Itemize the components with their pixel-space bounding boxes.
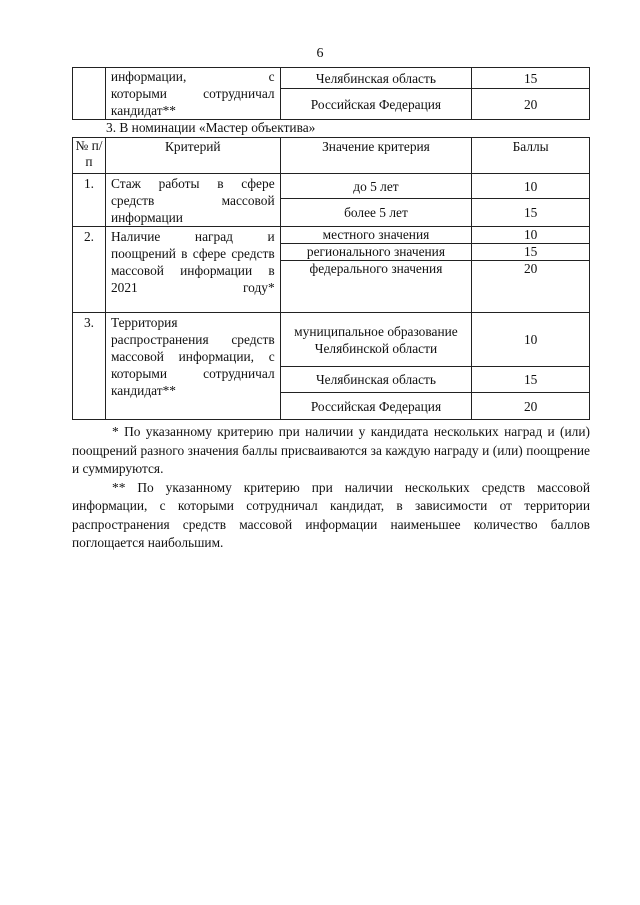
row-number: 2. [73,227,106,313]
table-row [73,227,590,244]
criterion-cell: Наличие наград и поощрений в сфере средств массовой информации в 2021 году* [105,227,280,313]
footnotes [72,423,590,553]
continuation-table [72,67,590,120]
value-cell: Российская Федерация [280,393,472,420]
criterion-cell: Территория распространения средств массовой информации, с которыми сотрудничал кандидат** [105,313,280,420]
points-cell: 20 [472,393,590,420]
value-cell: федерального значения [280,261,472,313]
table-row [73,313,590,367]
points-cell: 15 [472,68,590,89]
value-cell: до 5 лет [280,174,472,199]
points-cell: 20 [472,261,590,313]
header-criterion: Критерий [105,138,280,174]
value-cell: муниципальное образование Челябинской области [280,313,472,367]
value-cell: более 5 лет [280,199,472,227]
criteria-table [72,137,590,420]
row-number: 3. [73,313,106,420]
points-cell: 15 [472,199,590,227]
points-cell: 15 [472,367,590,393]
header-value: Значение критерия [280,138,472,174]
value-cell: Российская Федерация [280,89,472,120]
value-cell: регионального значения [280,244,472,261]
value-cell: Челябинская область [280,367,472,393]
points-cell: 20 [472,89,590,120]
points-cell: 10 [472,227,590,244]
value-cell: местного значения [280,227,472,244]
page-number: 6 [316,46,324,61]
points-cell: 15 [472,244,590,261]
table-row [73,174,590,199]
header-points: Баллы [472,138,590,174]
empty-num-cell [73,68,106,120]
footnote-2: ** По указанному критерию при наличии нескольких средств массовой информации, с которыми сотрудничал кандидат, в зависимости от территории распространения средств массовой информации наименьшее количество баллов поглощается наибольшим. [72,479,590,550]
header-row [73,138,590,174]
points-cell: 10 [472,174,590,199]
value-cell: Челябинская область [280,68,472,89]
footnote-1: * По указанному критерию при наличии у кандидата нескольких наград и (или) поощрений разного значения баллы присваиваются за каждую награду и (или) поощрение и суммируются. [72,424,590,476]
section-title: 3. В номинации «Мастер объектива» [106,120,316,135]
criterion-cell: Стаж работы в сфере средств массовой информации [105,174,280,227]
criterion-cell: информации, с которыми сотрудничал кандидат** [105,68,280,120]
header-num: № п/п [73,138,106,174]
row-number: 1. [73,174,106,227]
points-cell: 10 [472,313,590,367]
